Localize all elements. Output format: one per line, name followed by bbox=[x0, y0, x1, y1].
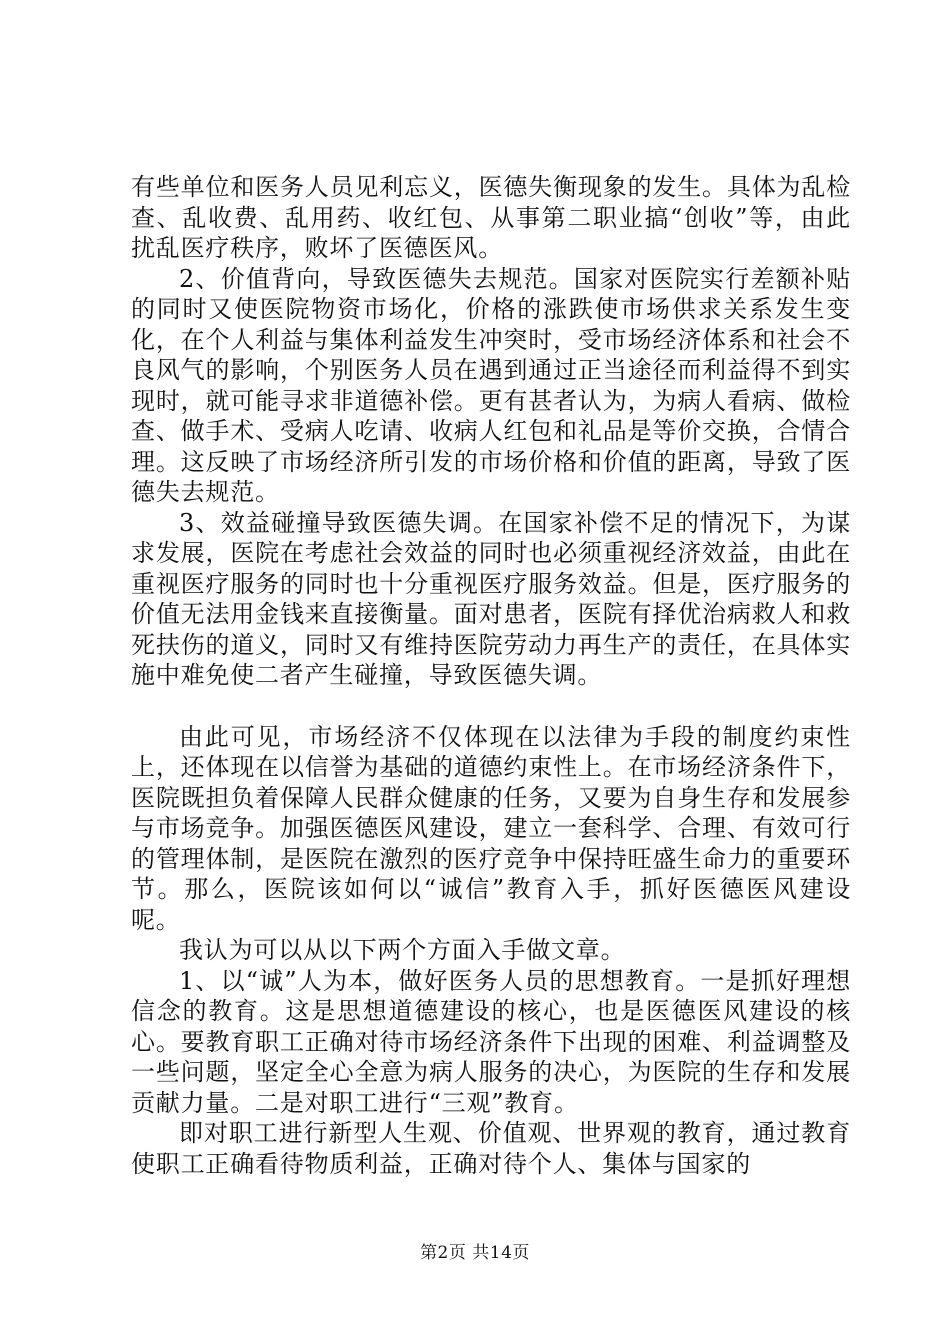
document-body bbox=[131, 172, 851, 1179]
paragraph-approach-intro: 我认为可以从以下两个方面入手做文章。 bbox=[179, 936, 626, 964]
paragraph-gap bbox=[131, 691, 851, 722]
page-number-footer: 第2页 共14页 bbox=[420, 1243, 530, 1263]
paragraph-benefit-collision: 3、效益碰撞导致医德失调。在国家补偿不足的情况下，为谋求发展，医院在考虑社会效益的同时也必须重视经济效益，由此在重视医疗服务的同时也十分重视医疗服务效益。但是，医疗服务的价值无法用金钱来直接衡量。面对患者，医院有择优治病救人和救死扶伤的道义，同时又有维持医院劳动力再生产的责任，在具体实施中难免使二者产生碰撞，导致医德失调。 bbox=[131, 508, 851, 689]
paragraph-ideological-education: 1、以“诚”人为本，做好医务人员的思想教育。一是抓好理想信念的教育。这是思想道德建设的核心，也是医德医风建设的核心。要教育职工正确对待市场经济条件下出现的困难、利益调整及一些问题，坚定全心全意为病人服务的决心，为医院的生存和发展贡献力量。二是对职工进行“三观”教育。 bbox=[131, 966, 851, 1117]
paragraph-three-views: 即对职工进行新型人生观、价值观、世界观的教育，通过教育使职工正确看待物质利益，正确对待个人、集体与国家的 bbox=[131, 1119, 851, 1178]
paragraph-value-orientation: 2、价值背向，导致医德失去规范。国家对医院实行差额补贴的同时又使医院物资市场化，价格的涨跌使市场供求关系发生变化，在个人利益与集体利益发生冲突时，受市场经济体系和社会不良风气的影响，个别医务人员在遇到通过正当途径而利益得不到实现时，就可能寻求非道德补偿。更有甚者认为，为病人看病、做检查、做手术、受病人吃请、收病人红包和礼品是等价交换，合情合理。这反映了市场经济所引发的市场价格和价值的距离，导致了医德失去规范。 bbox=[131, 264, 851, 506]
paragraph-conclusion: 由此可见，市场经济不仅体现在以法律为手段的制度约束性上，还体现在以信誉为基础的道德约束性上。在市场经济条件下，医院既担负着保障人民群众健康的任务，又要为自身生存和发展参与市场竞争。加强医德医风建设，建立一套科学、合理、有效可行的管理体制，是医院在激烈的医疗竞争中保持旺盛生命力的重要环节。那么，医院该如何以“诚信”教育入手，抓好医德医风建设呢。 bbox=[131, 722, 851, 934]
paragraph-continued: 有些单位和医务人员见利忘义，医德失衡现象的发生。具体为乱检查、乱收费、乱用药、收红包、从事第二职业搞“创收”等，由此扰乱医疗秩序，败坏了医德医风。 bbox=[131, 173, 851, 262]
